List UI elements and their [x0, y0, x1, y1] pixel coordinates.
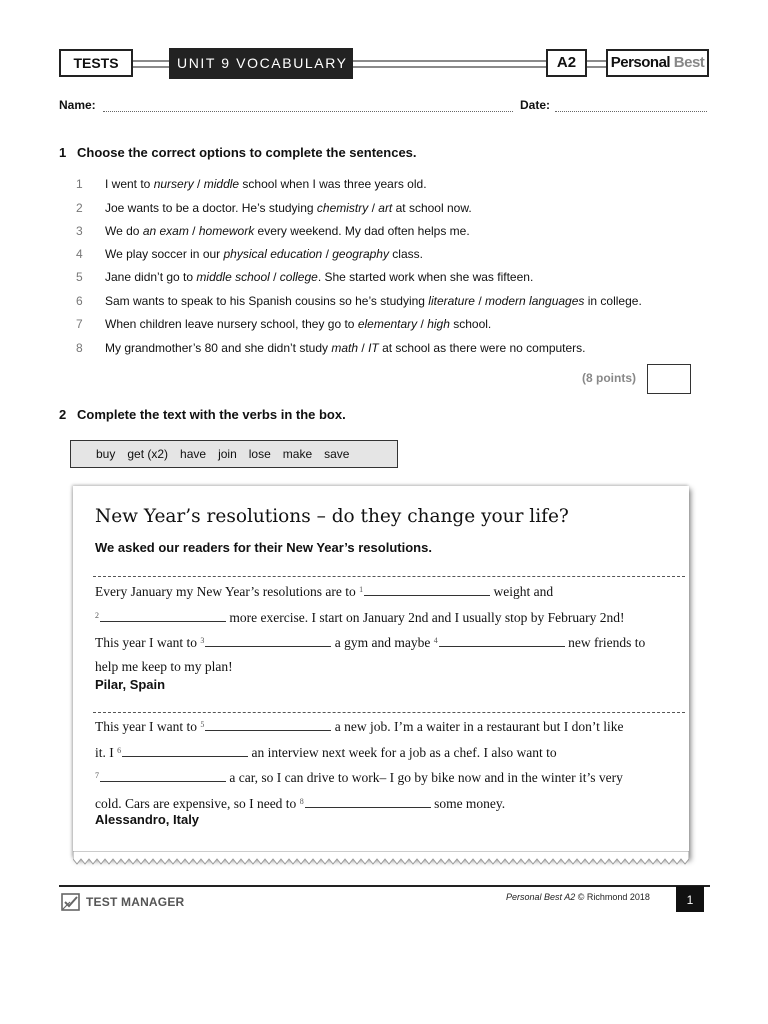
exercise-number: 2	[59, 407, 67, 422]
item-text: /	[322, 247, 333, 261]
question-item	[76, 317, 491, 331]
copyright-title: Personal Best A2	[506, 892, 576, 902]
item-text: When children leave nursery school, they go to	[105, 317, 358, 331]
tests-tag: TESTS	[59, 49, 133, 77]
unit-title: UNIT 9 VOCABULARY	[169, 48, 353, 79]
word-option: join	[218, 447, 237, 461]
question-item	[76, 247, 423, 261]
answer-option[interactable]: modern languages	[485, 294, 585, 308]
answer-option[interactable]: homework	[198, 224, 255, 238]
item-text: school.	[449, 317, 492, 331]
text-run: Every January my New Year’s resolutions are to	[95, 584, 360, 599]
dashed-separator	[93, 576, 685, 577]
answer-option[interactable]: geography	[332, 247, 389, 261]
answer-option[interactable]: high	[427, 317, 450, 331]
word-option: save	[324, 447, 350, 461]
item-text: Sam wants to speak to his Spanish cousins so he’s studying	[105, 294, 429, 308]
text-line	[95, 604, 685, 630]
item-number: 4	[76, 247, 83, 261]
item-text: Joe wants to be a doctor. He’s studying	[105, 201, 317, 215]
item-number: 2	[76, 201, 83, 215]
item-text: We do	[105, 224, 143, 238]
item-text: My grandmother’s 80 and she didn’t study	[105, 341, 332, 355]
question-item	[76, 201, 472, 215]
answer-gap[interactable]	[100, 609, 226, 622]
question-item	[76, 294, 642, 308]
points-label: (8 points)	[582, 371, 636, 385]
item-text: /	[474, 294, 485, 308]
text-run: some money.	[430, 795, 506, 811]
item-text: in college.	[584, 294, 642, 308]
text-line	[95, 739, 685, 765]
page-number: 1	[676, 886, 704, 912]
gap-number: 3	[200, 636, 205, 645]
answer-option[interactable]: an exam	[142, 224, 189, 238]
exercise-2-title	[59, 407, 346, 422]
answer-option[interactable]: middle school	[196, 270, 270, 284]
item-number: 6	[76, 294, 83, 308]
question-item	[76, 341, 586, 355]
score-box[interactable]	[647, 364, 691, 394]
word-option: have	[180, 447, 207, 461]
item-text: /	[368, 201, 379, 215]
item-text: . She started work when she was fifteen.	[317, 270, 534, 284]
answer-option[interactable]: college	[279, 270, 318, 284]
text-line	[95, 629, 685, 655]
text-run: a new job. I’m a waiter in a restaurant but I don’t like	[331, 719, 624, 734]
item-number: 5	[76, 270, 83, 284]
word-option: get (x2)	[127, 447, 169, 461]
header-rule	[587, 60, 607, 62]
answer-option[interactable]: chemistry	[316, 201, 369, 215]
item-number: 3	[76, 224, 83, 238]
copyright	[506, 892, 650, 902]
name-label: Name:	[59, 98, 96, 112]
text-run: This year I want to	[95, 635, 201, 650]
question-item	[76, 224, 470, 238]
exercise-number: 1	[59, 145, 67, 160]
reader-text-2	[95, 713, 685, 815]
exercise-instruction: Choose the correct options to complete the sentences.	[77, 145, 417, 160]
gap-number: 6	[117, 745, 122, 755]
answer-option[interactable]: physical education	[223, 247, 323, 261]
answer-gap[interactable]	[205, 718, 331, 731]
answer-gap[interactable]	[364, 583, 490, 596]
text-line	[95, 655, 685, 679]
answer-gap[interactable]	[100, 769, 226, 782]
exercise-1-title	[59, 145, 417, 160]
item-text: We play soccer in our	[105, 247, 224, 261]
item-text: /	[193, 177, 204, 191]
item-text: /	[358, 341, 369, 355]
word-box	[70, 440, 398, 468]
word-option: make	[282, 447, 313, 461]
item-text: /	[269, 270, 280, 284]
item-text: I went to	[105, 177, 154, 191]
author-2: Alessandro, Italy	[95, 812, 200, 827]
answer-gap[interactable]	[305, 795, 431, 808]
answer-gap[interactable]	[205, 634, 331, 647]
level-badge: A2	[546, 49, 587, 77]
text-run: new friends to	[564, 635, 646, 650]
gap-number: 8	[299, 796, 304, 806]
item-text: every weekend. My dad often helps me.	[254, 224, 470, 238]
answer-gap[interactable]	[439, 634, 565, 647]
test-manager-icon	[61, 893, 81, 911]
item-text: Jane didn’t go to	[105, 270, 197, 284]
item-number: 7	[76, 317, 83, 331]
text-run: help me keep to my plan!	[95, 658, 233, 674]
item-number: 1	[76, 177, 83, 191]
text-run: weight and	[490, 584, 554, 599]
gap-number: 2	[95, 610, 99, 620]
answer-option[interactable]: middle	[203, 177, 240, 191]
footer-rule	[59, 885, 710, 887]
item-text: at school now.	[392, 201, 472, 215]
gap-number: 7	[95, 771, 99, 780]
text-run: it. I	[95, 744, 118, 760]
text-run: an interview next week for a job as a chef. I also want to	[248, 744, 557, 760]
date-field[interactable]	[555, 110, 707, 112]
answer-option[interactable]: math	[331, 341, 359, 355]
brand-name-part2: Best	[673, 54, 705, 71]
word-option: lose	[248, 447, 271, 461]
text-line	[95, 713, 685, 739]
answer-gap[interactable]	[122, 744, 248, 757]
gap-number: 4	[433, 636, 438, 645]
brand-name-part1: Personal	[610, 54, 671, 71]
question-item	[76, 177, 427, 191]
reader-text-1	[95, 578, 685, 678]
date-label: Date:	[520, 98, 551, 112]
name-field[interactable]	[103, 110, 513, 112]
exercise-instruction: Complete the text with the verbs in the box.	[77, 407, 346, 422]
item-text: /	[188, 224, 199, 238]
text-run: more exercise. I start on January 2nd and I usually stop by February 2nd!	[226, 609, 625, 625]
item-text: at school as there were no computers.	[378, 341, 586, 355]
item-number: 8	[76, 341, 83, 355]
header-rule	[587, 66, 607, 68]
gap-number: 1	[359, 585, 364, 594]
copyright-rest: © Richmond 2018	[575, 892, 650, 902]
article-subtitle: We asked our readers for their New Year’s resolutions.	[95, 540, 432, 555]
text-run: a car, so I can drive to work– I go by bike now and in the winter it’s very	[226, 770, 623, 785]
answer-option[interactable]: IT	[368, 341, 379, 355]
item-text: class.	[388, 247, 423, 261]
author-1: Pilar, Spain	[95, 677, 166, 692]
text-line	[95, 764, 685, 790]
answer-option[interactable]: elementary	[357, 317, 418, 331]
item-text: /	[417, 317, 428, 331]
question-item	[76, 270, 533, 284]
answer-option[interactable]: nursery	[153, 177, 194, 191]
torn-edge	[73, 851, 689, 867]
item-text: school when I was three years old.	[239, 177, 427, 191]
text-line	[95, 578, 685, 604]
text-run: This year I want to	[95, 719, 201, 734]
answer-option[interactable]: literature	[428, 294, 475, 308]
answer-option[interactable]: art	[378, 201, 393, 215]
brand-logo	[606, 49, 709, 77]
text-run: a gym and maybe	[331, 635, 434, 650]
test-manager-label: TEST MANAGER	[86, 895, 185, 909]
text-run: cold. Cars are expensive, so I need to	[95, 795, 300, 811]
article-title: New Year’s resolutions – do they change your life?	[95, 506, 569, 527]
word-option: buy	[96, 447, 116, 461]
gap-number: 5	[200, 720, 205, 729]
